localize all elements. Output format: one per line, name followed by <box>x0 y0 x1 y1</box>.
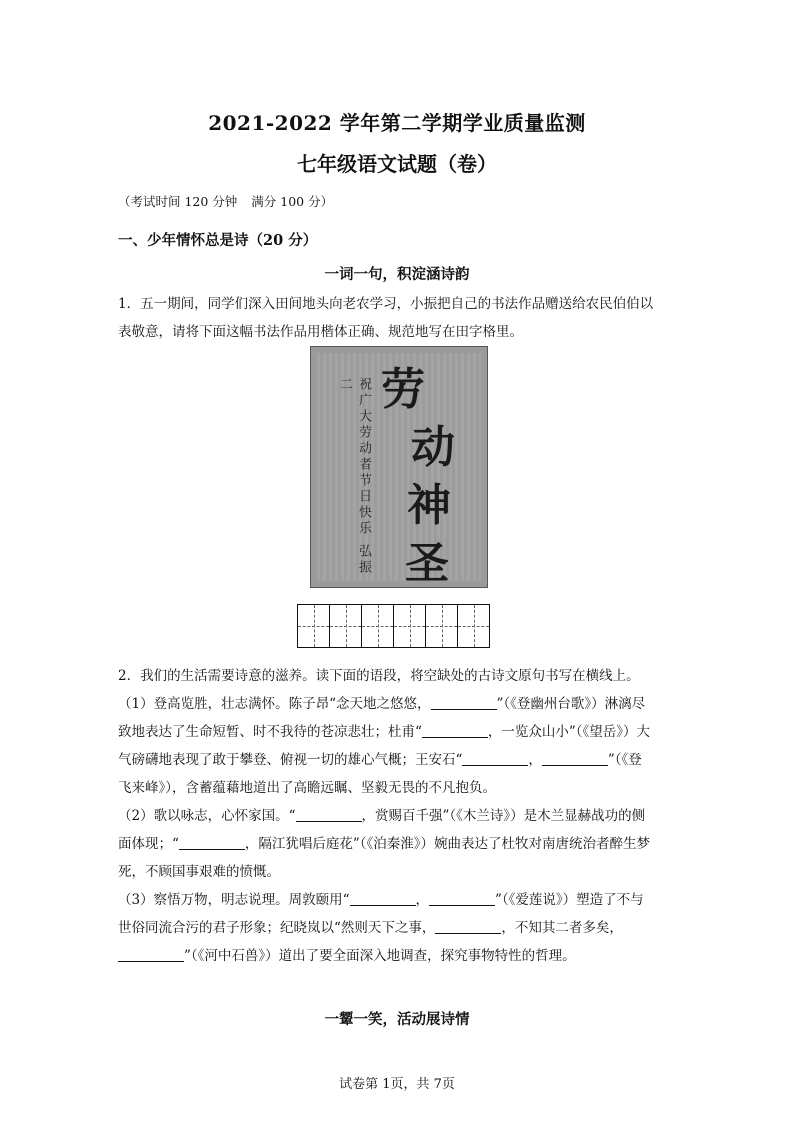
q2-2-line-2: 面体现；“ ，隔江犹唱后庭花”（《泊秦淮》）婉曲表达了杜牧对南唐统治者醉生梦 <box>118 836 651 852</box>
answer-blank[interactable] <box>422 723 488 738</box>
part1-title: 一词一句，积淀涵诗韵 <box>324 266 470 283</box>
callig-char-2: 动 <box>411 422 455 473</box>
q2-2-line-1: （2）歌以咏志，心怀家国。“ ，赏赐百千强”（《木兰诗》）是木兰显赫战功的侧 <box>118 808 646 824</box>
part2-title: 一颦一笑，活动展诗情 <box>324 1011 470 1028</box>
grid-cell[interactable] <box>361 604 394 648</box>
q2-3-line-1: （3）察悟万物，明志说理。周敦颐用“ ， ”（《爱莲说》）塑造了不与 <box>118 892 644 908</box>
answer-blank[interactable] <box>118 947 184 962</box>
exam-time: （考试时间 120 分钟 <box>118 194 238 209</box>
q2-2-line-3: 死，不顾国事艰难的愤慨。 <box>118 864 280 880</box>
q2-1-line-2: 致地表达了生命短暂、时不我待的苍凉悲壮；杜甫“ ，一览众山小”（《望岳》）大 <box>118 724 651 740</box>
answer-blank[interactable] <box>462 751 528 766</box>
answer-blank[interactable] <box>179 835 245 850</box>
answer-blank[interactable] <box>435 919 501 934</box>
exam-title: 2021-2022 学年第二学期学业质量监测 <box>208 111 586 135</box>
callig-char-3: 神 <box>407 480 451 531</box>
callig-char-1: 劳 <box>381 364 425 415</box>
callig-char-4: 圣 <box>405 538 449 589</box>
answer-blank[interactable] <box>296 807 362 822</box>
q2-1-line-1: （1）登高览胜，壮志满怀。陈子昂“念天地之悠悠， ”（《登幽州台歌》）淋漓尽 <box>118 696 646 712</box>
exam-subtitle: 七年级语文试题（卷） <box>297 152 497 176</box>
grid-cell[interactable] <box>329 604 362 648</box>
calligraphy-image <box>310 346 488 588</box>
page-footer: 试卷第 1页，共 7页 <box>339 1077 455 1092</box>
tianzige-grid[interactable] <box>298 604 490 648</box>
q2-3-line-3: ”（《河中石兽》）道出了要全面深入地调查，探究事物特性的哲理。 <box>118 942 678 970</box>
answer-blank[interactable] <box>350 891 416 906</box>
exam-meta <box>118 192 333 210</box>
q1-line-1: 1．五一期间，同学们深入田间地头向老农学习，小振把自己的书法作品赠送给农民伯伯以 <box>118 296 654 312</box>
q1-line-2: 表敬意，请将下面这幅书法作品用楷体正确、规范地写在田字格里。 <box>118 324 523 340</box>
grid-cell[interactable] <box>425 604 458 648</box>
q2-1-line-4: 飞来峰》），含蓄蕴藉地道出了高瞻远瞩、坚毅无畏的不凡抱负。 <box>118 780 496 796</box>
grid-cell[interactable] <box>297 604 330 648</box>
answer-blank[interactable] <box>431 695 497 710</box>
q2-3-line-2: 世俗同流合污的君子形象；纪晓岚以“然则天下之事， ，不知其二者多矣， <box>118 920 623 936</box>
grid-cell[interactable] <box>457 604 490 648</box>
answer-blank[interactable] <box>542 751 608 766</box>
answer-blank[interactable] <box>429 891 495 906</box>
grid-cell[interactable] <box>393 604 426 648</box>
callig-side-text: 祝广大劳动者节日快乐 弘振二 <box>337 377 371 577</box>
question-2 <box>118 662 678 970</box>
q2-intro: 2．我们的生活需要诗意的滋养。读下面的语段，将空缺处的古诗文原句书写在横线上。 <box>118 668 640 684</box>
section-title: 一、少年情怀总是诗（20 分） <box>118 232 318 249</box>
full-score: 满分 100 分） <box>251 194 334 209</box>
q2-1-line-3: 气磅礴地表现了敢于攀登、俯视一切的雄心气概；王安石“ ， ”（《登 <box>118 752 642 768</box>
question-1 <box>118 290 678 346</box>
